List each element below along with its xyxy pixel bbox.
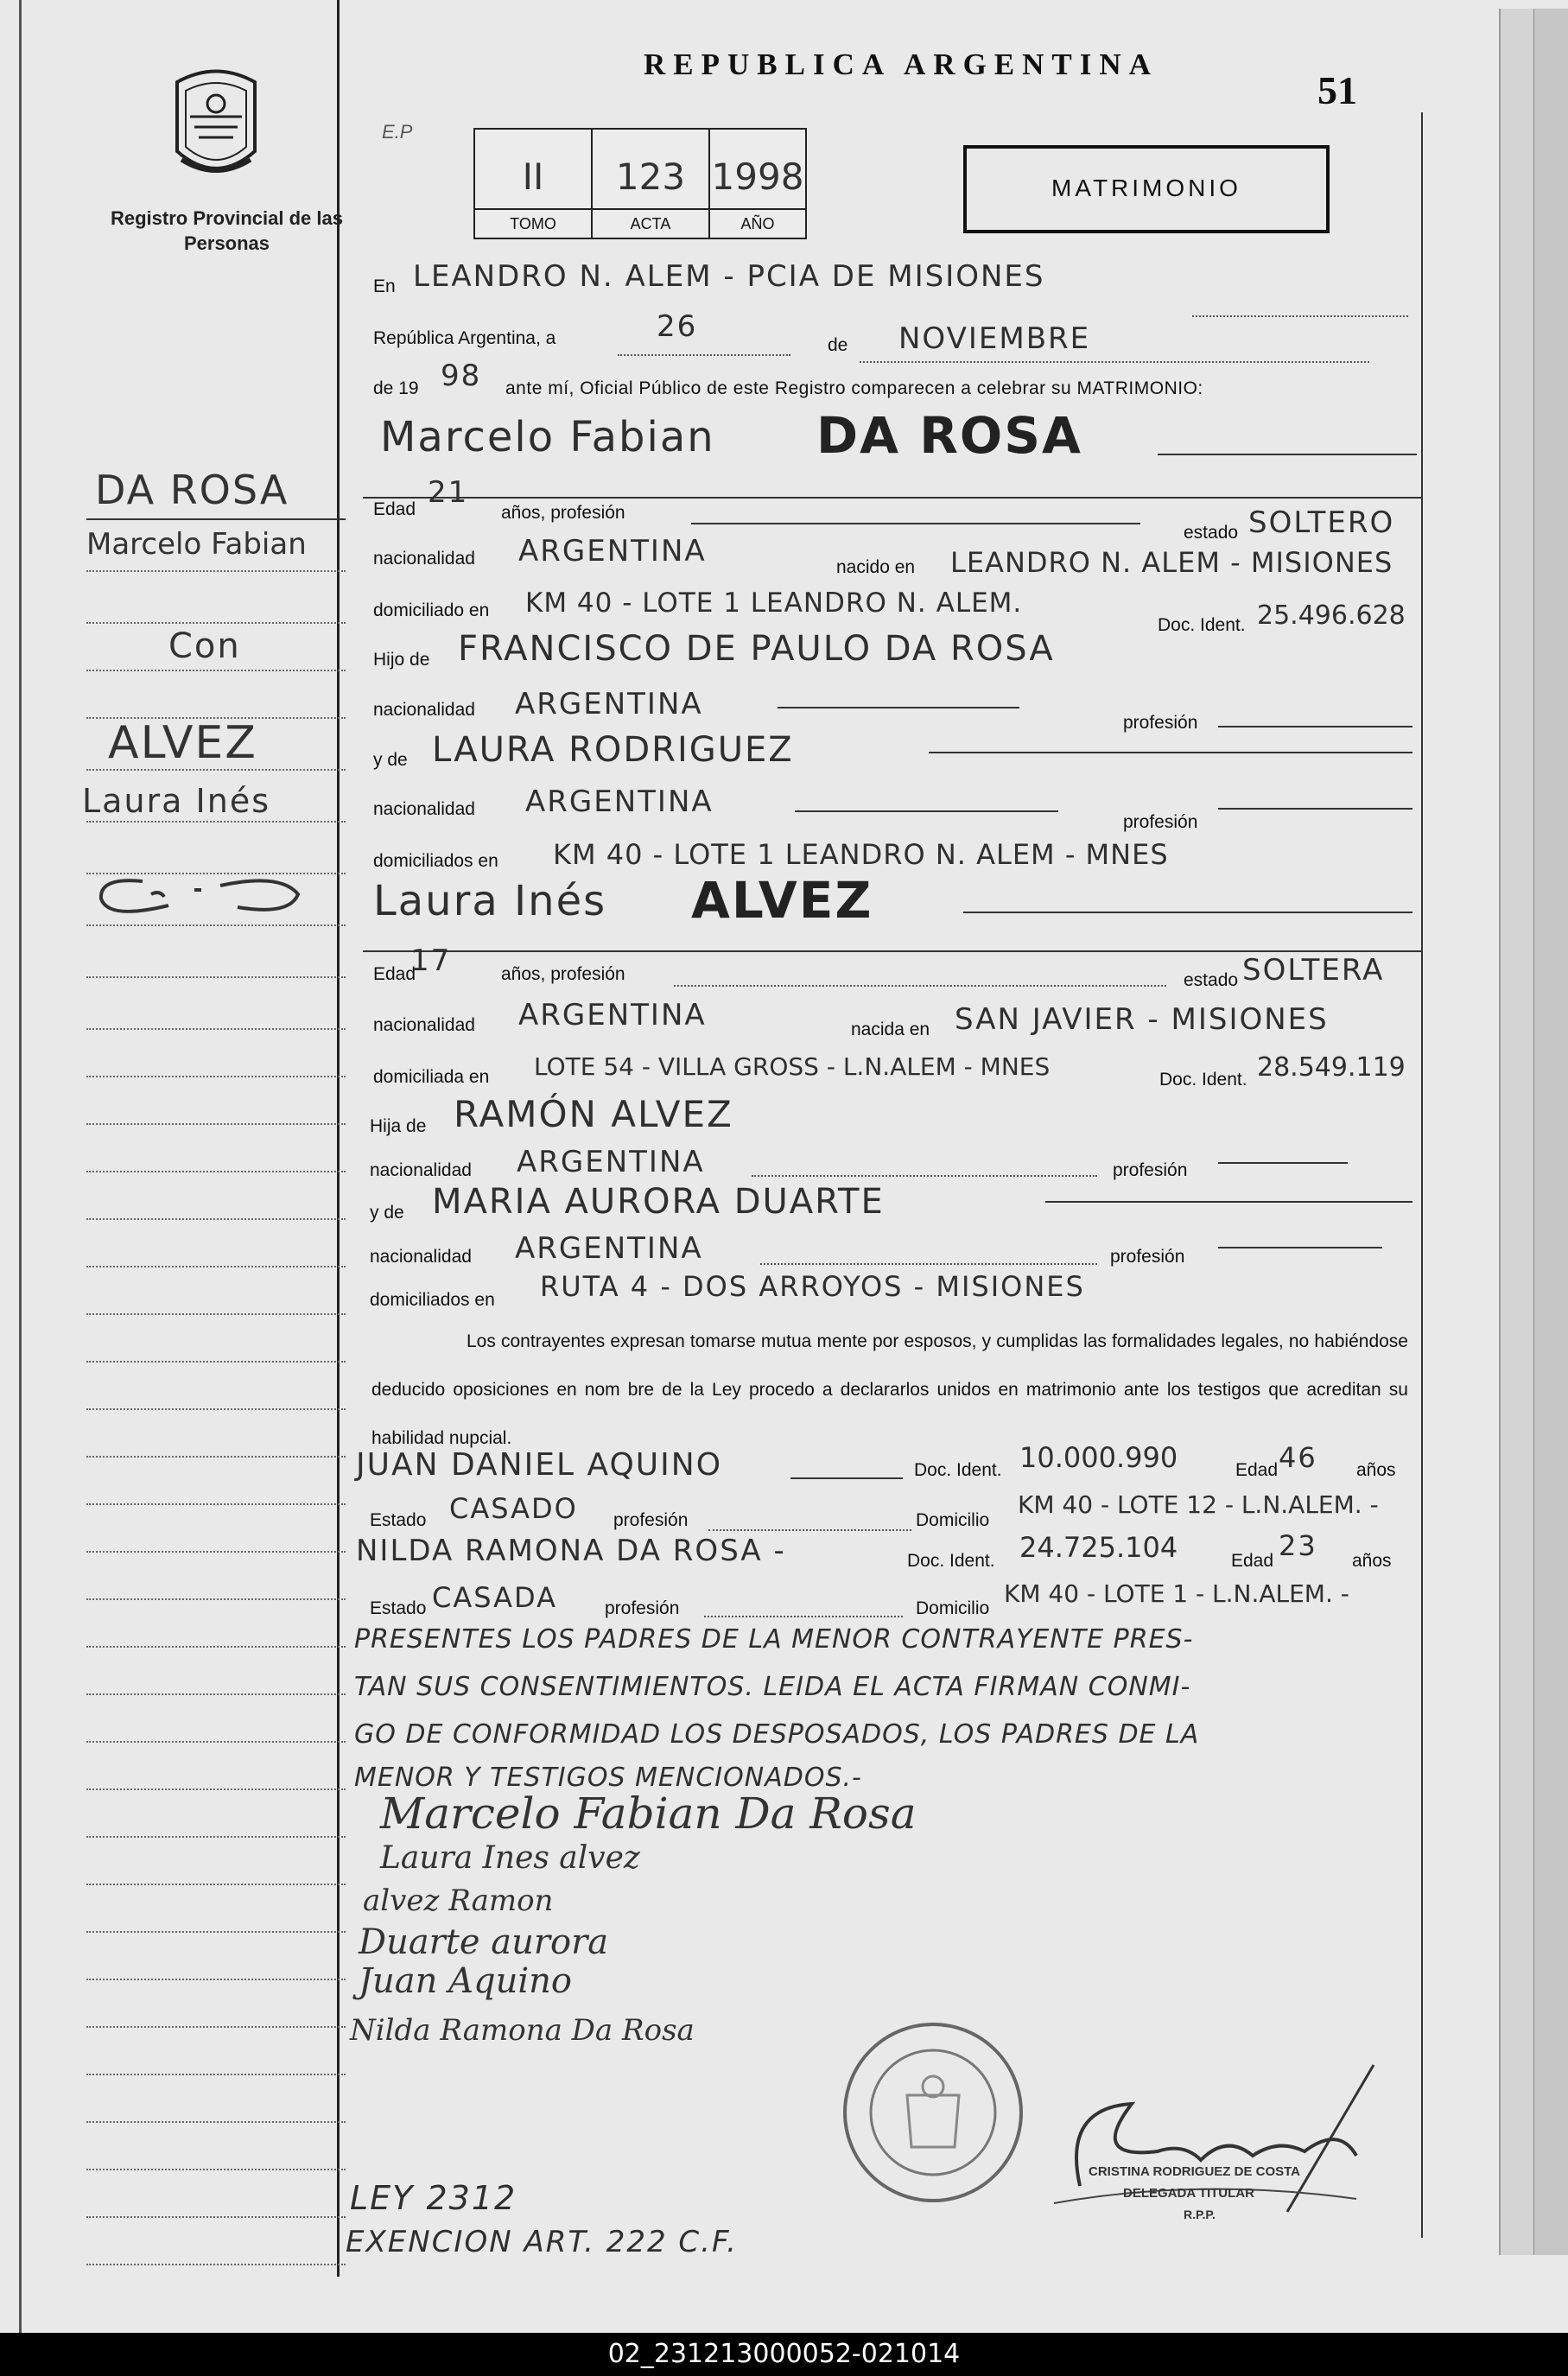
side-rule [86,1361,346,1363]
bride-mother-nationality: ARGENTINA [515,1231,703,1266]
registry-crest-icon [164,65,268,186]
groom-surname: DA ROSA [816,406,1082,465]
groom-parents-address: KM 40 - LOTE 1 LEANDRO N. ALEM - MNES [553,838,1169,871]
side-rule [86,1313,346,1315]
signature-witness-2: Nilda Ramona Da Rosa [350,2013,695,2048]
hija-de-label: Hija de [370,1116,427,1136]
edad-label: Edad [373,964,416,984]
estado-label: estado [1184,523,1239,543]
domicilio-label: Domicilio [916,1510,990,1530]
anos-label: años [1356,1460,1396,1480]
right-margin-line [1421,112,1423,2238]
bride-birthplace: SAN JAVIER - MISIONES [955,1002,1329,1037]
groom-father-nationality: ARGENTINA [515,687,703,721]
country-heading: REPUBLICA ARGENTINA [644,48,1159,81]
anos-label: años [1352,1551,1392,1571]
fill-line [790,1477,903,1479]
edad-label: Edad [1231,1551,1274,1571]
groom-address: KM 40 - LOTE 1 LEANDRO N. ALEM. [525,588,1023,619]
profesion-label: profesión [1113,1160,1188,1180]
side-rule [86,2121,346,2123]
side-rule [86,717,346,719]
side-rule [86,1218,346,1220]
groom-civil-status: SOLTERO [1248,505,1395,540]
estado-label: Estado [370,1598,427,1618]
registry-name: Registro Provincial de las Personas [111,207,343,254]
fill-line [674,985,1166,987]
official-title: DELEGADA TITULAR [1123,2186,1254,2201]
witness-1-name: JUAN DANIEL AQUINO [356,1447,723,1483]
bride-parents-address: RUTA 4 - DOS ARROYOS - MISIONES [540,1270,1085,1303]
acta-value: 123 [615,156,686,198]
profesion-label: profesión [1123,812,1198,832]
doc-ident-label: Doc. Ident. [1159,1070,1247,1090]
note-line-1: PRESENTES LOS PADRES DE LA MENOR CONTRAYENTE PRES- [354,1624,1194,1655]
groom-father: FRANCISCO DE PAULO DA ROSA [458,629,1055,669]
side-rule [86,670,346,671]
estado-label: estado [1184,970,1239,990]
fill-line [1218,808,1412,810]
witness-1-age: 46 [1279,1441,1317,1474]
domiciliados-en-label: domiciliados en [373,851,498,871]
side-rule [86,1076,346,1077]
side-rule [86,1028,346,1030]
nacionalidad-label: nacionalidad [373,799,475,819]
bride-civil-status: SOLTERA [1242,953,1385,988]
groom-mother: LAURA RODRIGUEZ [432,730,794,770]
anos-profesion-label: años, profesión [501,964,625,984]
side-rule [86,2169,346,2170]
fill-line [778,707,1019,708]
side-rule [86,1456,346,1458]
country-label: República Argentina, a [373,328,556,348]
side-rule [86,1598,346,1600]
record-box [473,128,807,239]
signature-groom: Marcelo Fabian Da Rosa [380,1788,917,1839]
year-prefix: de 19 [373,378,419,398]
edad-label: Edad [1235,1460,1279,1480]
ano-label: AÑO [710,208,805,238]
groom-birthplace: LEANDRO N. ALEM - MISIONES [950,546,1393,579]
fill-line [760,1263,1097,1265]
fill-line [704,1616,903,1617]
witness-2-address: KM 40 - LOTE 1 - L.N.ALEM. - [1004,1579,1349,1608]
doc-ident-label: Doc. Ident. [914,1460,1002,1480]
place-value: LEANDRO N. ALEM - PCIA DE MISIONES [413,259,1045,294]
tomo-label: TOMO [475,208,591,238]
witness-2-name: NILDA RAMONA DA ROSA - [356,1534,786,1568]
bride-given-names: Laura Inés [373,877,607,925]
fill-line [691,523,1140,524]
ep-note: E.P [382,121,413,143]
side-rule [86,1693,346,1695]
fill-line [1192,315,1408,317]
fill-line [618,354,790,356]
folio-number: 51 [1317,68,1357,112]
month-value: NOVIEMBRE [898,321,1091,356]
fill-line [929,752,1412,753]
side-rule [86,1741,346,1743]
side-rule [86,821,346,823]
fill-line [1218,726,1412,727]
bride-age: 17 [410,943,452,978]
fill-line [1045,1201,1412,1203]
side-bride-surname: ALVEZ [108,717,257,769]
doc-ident-label: Doc. Ident. [1158,615,1246,635]
profesion-label: profesión [1110,1247,1185,1267]
fill-line [860,361,1369,363]
legal-exemption: EXENCION ART. 222 C.F. [346,2225,738,2259]
side-rule [86,2264,346,2265]
groom-nationality: ARGENTINA [518,534,707,569]
y-de-label: y de [370,1203,404,1223]
side-rule [86,1884,346,1885]
profesion-label: profesión [605,1598,680,1618]
side-rule [86,1836,346,1838]
nacionalidad-label: nacionalidad [373,700,475,720]
y-de-label: y de [373,750,408,770]
groom-mother-nationality: ARGENTINA [525,785,714,819]
estado-label: Estado [370,1510,427,1530]
bride-address: LOTE 54 - VILLA GROSS - L.N.ALEM - MNES [534,1052,1051,1081]
fill-line [1218,1162,1348,1164]
signature-mother: Duarte aurora [359,1922,609,1962]
bride-doc: 28.549.119 [1257,1052,1406,1083]
anos-profesion-label: años, profesión [501,503,625,523]
tomo-cell [475,130,593,238]
official-office: R.P.P. [1184,2208,1216,2221]
official-name: CRISTINA RODRIGUEZ DE COSTA [1089,2164,1301,2179]
note-line-4: MENOR Y TESTIGOS MENCIONADOS.- [354,1763,862,1793]
side-rule [86,924,346,926]
groom-doc: 25.496.628 [1257,600,1406,631]
en-label: En [373,276,396,296]
witness-2-doc: 24.725.104 [1019,1531,1178,1564]
note-line-3: GO DE CONFORMIDAD LOS DESPOSADOS, LOS PADRES DE LA [354,1719,1200,1750]
fill-line [795,810,1058,812]
side-rule [86,769,346,771]
side-groom-given: Marcelo Fabian [86,527,307,562]
side-conjunction: Con [168,626,241,666]
ano-cell [710,130,805,238]
witness-1-status: CASADO [449,1492,578,1525]
witness-2-age: 23 [1279,1529,1317,1562]
side-rule [86,570,346,572]
tomo-value: II [522,156,544,198]
signature-father: alvez Ramon [363,1884,554,1918]
ano-value: 1998 [711,156,804,198]
witness-2-status: CASADA [432,1581,557,1614]
side-groom-surname: DA ROSA [95,467,289,513]
page-edge [1533,9,1568,2255]
side-rule [86,1646,346,1648]
nacida-en-label: nacida en [851,1020,930,1039]
note-line-2: TAN SUS CONSENTIMIENTOS. LEIDA EL ACTA FIRMAN CONMI- [354,1672,1191,1702]
side-rule [86,518,346,520]
fill-line [1218,1247,1382,1248]
year-suffix: 98 [441,359,482,393]
side-rule [86,1171,346,1172]
acta-cell [593,130,710,238]
side-rule [86,1123,346,1125]
fill-line [752,1175,1097,1177]
side-rule [86,2216,346,2218]
hijo-de-label: Hijo de [373,650,430,670]
day-value: 26 [657,309,698,344]
section-divider [363,497,1421,499]
side-rule [86,1551,346,1553]
signature-bride: Laura Ines alvez [380,1840,640,1876]
bride-nationality: ARGENTINA [518,998,707,1032]
side-rule [86,2026,346,2028]
profesion-label: profesión [1123,713,1198,733]
nacionalidad-label: nacionalidad [373,1015,475,1035]
registry-seal-stamp [838,2017,1028,2208]
side-rule [86,1266,346,1267]
de-label: de [828,335,848,355]
witness-1-address: KM 40 - LOTE 12 - L.N.ALEM. - [1018,1490,1379,1519]
signature-witness-1: Juan Aquino [359,1961,573,2001]
domiciliada-en-label: domiciliada en [373,1067,490,1087]
side-rule [86,873,346,874]
margin-line [337,0,340,2277]
margin-line [19,0,22,2333]
domiciliados-en-label: domiciliados en [370,1290,495,1310]
section-divider [363,950,1421,952]
intro-text: ante mí, Oficial Público de este Registro comparecen a celebrar su MATRIMONIO: [505,378,1203,398]
declaration-text: Los contrayentes expresan tomarse mutua mente por esposos, y cumplidas las formalidades legales, no habiéndose deducido oposiciones en nom bre de la Ley procedo a declararlos unidos en matrimonio ante los testigos que acreditan su habilidad nupcial. [371,1331,1408,1448]
nacido-en-label: nacido en [836,557,916,577]
nacionalidad-label: nacionalidad [370,1160,472,1180]
side-rule [86,1931,346,1933]
side-rule [86,622,346,624]
acta-label: ACTA [593,208,708,238]
side-rule [86,1503,346,1505]
side-rule [86,976,346,978]
fill-line [1158,454,1417,455]
legal-law: LEY 2312 [350,2179,517,2217]
nacionalidad-label: nacionalidad [373,549,475,569]
doc-ident-label: Doc. Ident. [907,1551,995,1571]
bride-father: RAMÓN ALVEZ [454,1093,733,1135]
fill-line [963,912,1412,913]
footer-id: 02_231213000052-021014 [0,2333,1568,2376]
bride-surname: ALVEZ [691,871,873,930]
side-rule [86,1979,346,1980]
side-bride-given: Laura Inés [82,782,270,820]
side-rule [86,1408,346,1410]
nacionalidad-label: nacionalidad [370,1247,472,1267]
groom-given-names: Marcelo Fabian [380,413,715,461]
document-type-box: MATRIMONIO [963,145,1330,233]
edad-label: Edad [373,499,416,519]
profesion-label: profesión [613,1510,689,1530]
side-rule [86,1788,346,1790]
bride-mother: MARIA AURORA DUARTE [432,1182,885,1222]
witness-1-doc: 10.000.990 [1019,1441,1178,1474]
bride-father-nationality: ARGENTINA [517,1145,705,1179]
fill-line [708,1529,911,1531]
domiciliado-en-label: domiciliado en [373,600,490,620]
domicilio-label: Domicilio [916,1598,990,1618]
side-rule [86,2074,346,2075]
groom-age: 21 [428,475,469,510]
